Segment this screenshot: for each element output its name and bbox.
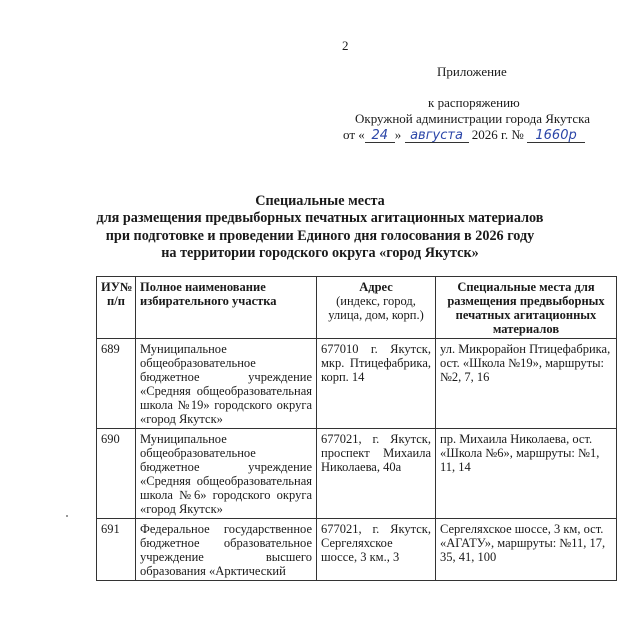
order-number: 1660р <box>527 129 585 143</box>
row-address: 677010 г. Якутск, мкр. Птицефабрика, корп. 14 <box>317 339 436 429</box>
order-reference: к распоряжению <box>428 95 520 110</box>
row-num: 689 <box>97 339 136 429</box>
order-dateline <box>343 127 585 143</box>
title-line-4: на территории городского округа «город Якутск» <box>161 244 479 261</box>
row-name: Федеральное государственное бюджетное образовательное учреждение высшего образования «Арктический <box>136 519 317 581</box>
row-address: 677021, г. Якутск, проспект Михаила Николаева, 40а <box>317 429 436 519</box>
date-mid: » <box>394 127 402 142</box>
date-month: августа <box>405 129 469 143</box>
document-title <box>0 193 640 262</box>
row-num: 691 <box>97 519 136 581</box>
table-row <box>97 429 617 519</box>
table-row <box>97 339 617 429</box>
header-address <box>317 277 436 339</box>
title-line-2: для размещения предвыборных печатных агитационных материалов <box>96 210 544 227</box>
date-prefix: от « <box>343 127 365 142</box>
date-day: 24 <box>365 129 395 143</box>
row-places: Сергеляхское шоссе, 3 км, ост. «АГАТУ», маршруты: №11, 17, 35, 41, 100 <box>436 519 617 581</box>
header-num: ИУ№ п/п <box>97 277 136 339</box>
row-name: Муниципальное общеобразовательное бюджетное учреждение «Средняя общеобразовательная школа №6» городского округа «город Якутск» <box>136 429 317 519</box>
header-name: Полное наименование избирательного участка <box>136 277 317 339</box>
title-line-1: Специальные места <box>255 193 385 209</box>
header-address-sub: (индекс, город, улица, дом, корп.) <box>328 294 424 322</box>
table-header-row <box>97 277 617 339</box>
title-line-3: при подготовке и проведении Единого дня голосования в 2026 году <box>105 227 535 244</box>
row-address: 677021, г. Якутск, Сергеляхское шоссе, 3 км., 3 <box>317 519 436 581</box>
appendix-label: Приложение <box>437 64 507 79</box>
scan-speck <box>66 515 68 517</box>
row-num: 690 <box>97 429 136 519</box>
polling-places-table <box>96 276 617 581</box>
administration-name: Окружной администрации города Якутска <box>355 111 591 126</box>
header-address-title: Адрес <box>359 280 393 294</box>
table-row <box>97 519 617 581</box>
header-places: Специальные места для размещения предвыборных печатных агитационных материалов <box>436 277 617 339</box>
row-places: ул. Микрорайон Птицефабрика, ост. «Школа №19», маршруты: №2, 7, 16 <box>436 339 617 429</box>
page-number: 2 <box>342 38 349 53</box>
row-name: Муниципальное общеобразовательное бюджетное учреждение «Средняя общеобразовательная школа №19» городского округа «город Якутск» <box>136 339 317 429</box>
row-places: пр. Михаила Николаева, ост. «Школа №6», маршруты: №1, 11, 14 <box>436 429 617 519</box>
date-year: 2026 г. № <box>471 127 524 142</box>
